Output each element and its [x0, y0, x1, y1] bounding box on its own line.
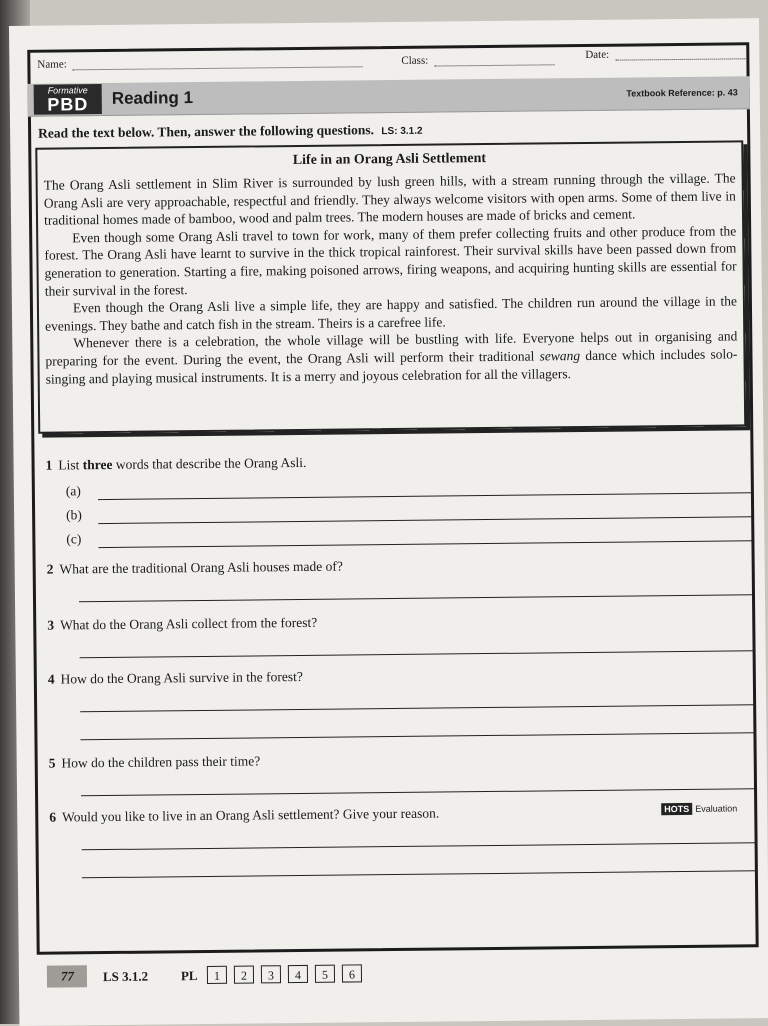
- reading-passage: [35, 140, 746, 433]
- pl-box-2[interactable]: 2: [234, 965, 254, 983]
- question-4: 4 How do the Orang Asli survive in the forest?: [47, 668, 303, 687]
- page-number: 77: [47, 965, 87, 987]
- question-6: 6 Would you like to live in an Orang Asli settlement? Give your reason. HOTS Evaluation: [49, 803, 738, 825]
- pl-box-6[interactable]: 6: [342, 964, 362, 982]
- page-title: Reading 1: [111, 88, 194, 108]
- formative-pbd-badge: Formative PBD: [34, 84, 102, 115]
- pl-box-3[interactable]: 3: [261, 965, 281, 983]
- pl-box-1[interactable]: 1: [207, 966, 227, 984]
- pl-box-5[interactable]: 5: [315, 965, 335, 983]
- date-label: Date:: [585, 48, 610, 61]
- worksheet-page: [9, 18, 768, 1026]
- pl-box-4[interactable]: 4: [288, 965, 308, 983]
- performance-level-label: PL: [180, 968, 198, 984]
- class-label: Class:: [401, 54, 429, 67]
- passage-title: Life in an Orang Asli Settlement: [292, 151, 487, 169]
- learning-standard-tag: LS: 3.1.2: [381, 125, 423, 138]
- passage-paragraph-3: Even though the Orang Asli live a simple life, they are happy and satisfied. The children run around the village in the evenings. They bathe and catch fish in the stream. Theirs is a carefree life.: [45, 293, 737, 334]
- question-3: 3 What do the Orang Asli collect from the forest?: [47, 614, 318, 633]
- question-5: 5 How do the children pass their time?: [48, 753, 261, 771]
- instruction-text: Read the text below. Then, answer the following questions. LS: 3.1.2: [38, 122, 423, 141]
- textbook-reference: Textbook Reference: p. 43: [626, 87, 738, 99]
- footer-learning-standard: LS 3.1.2: [102, 968, 149, 985]
- passage-paragraph-2: Even though some Orang Asli travel to town for work, many of them prefer collecting fruits and other produce from the forest. The Orang Asli have learnt to survive in the thick tropical rainforest. Their survival skills have been passed down from generation to generation. Starting a fire, making poisoned arrows, firing weapons, and acquiring hunting skills are essential for their survival in the forest.: [44, 223, 737, 299]
- answer-1a-label: (a): [65, 483, 81, 499]
- passage-paragraph-4: Whenever there is a celebration, the whole village will be bustling with life. Everyone helps out in organising and preparing for the event. During the event, the Orang Asli will perform their traditional sewang dance which includes solo-singing and playing musical instruments. It is a merry and joyous celebration for all the villagers.: [45, 328, 738, 387]
- answer-1c-label: (c): [66, 531, 82, 547]
- hots-evaluation-tag: HOTS Evaluation: [661, 802, 737, 815]
- answer-1b-label: (b): [66, 507, 82, 523]
- question-2: 2 What are the traditional Orang Asli houses made of?: [46, 558, 343, 577]
- name-label: Name:: [37, 58, 67, 71]
- question-1: 1 List three words that describe the Orang Asli.: [45, 454, 307, 473]
- passage-paragraph-1: The Orang Asli settlement in Slim River is surrounded by lush green hills, with a stream running through the village. The Orang Asli are very approachable, respectful and friendly. They always welcome visitors with open arms. Some of them live in traditional homes made of bamboo, wood and palm trees. The modern houses are made of bricks and cement.: [43, 170, 736, 228]
- hots-badge: HOTS: [661, 803, 692, 815]
